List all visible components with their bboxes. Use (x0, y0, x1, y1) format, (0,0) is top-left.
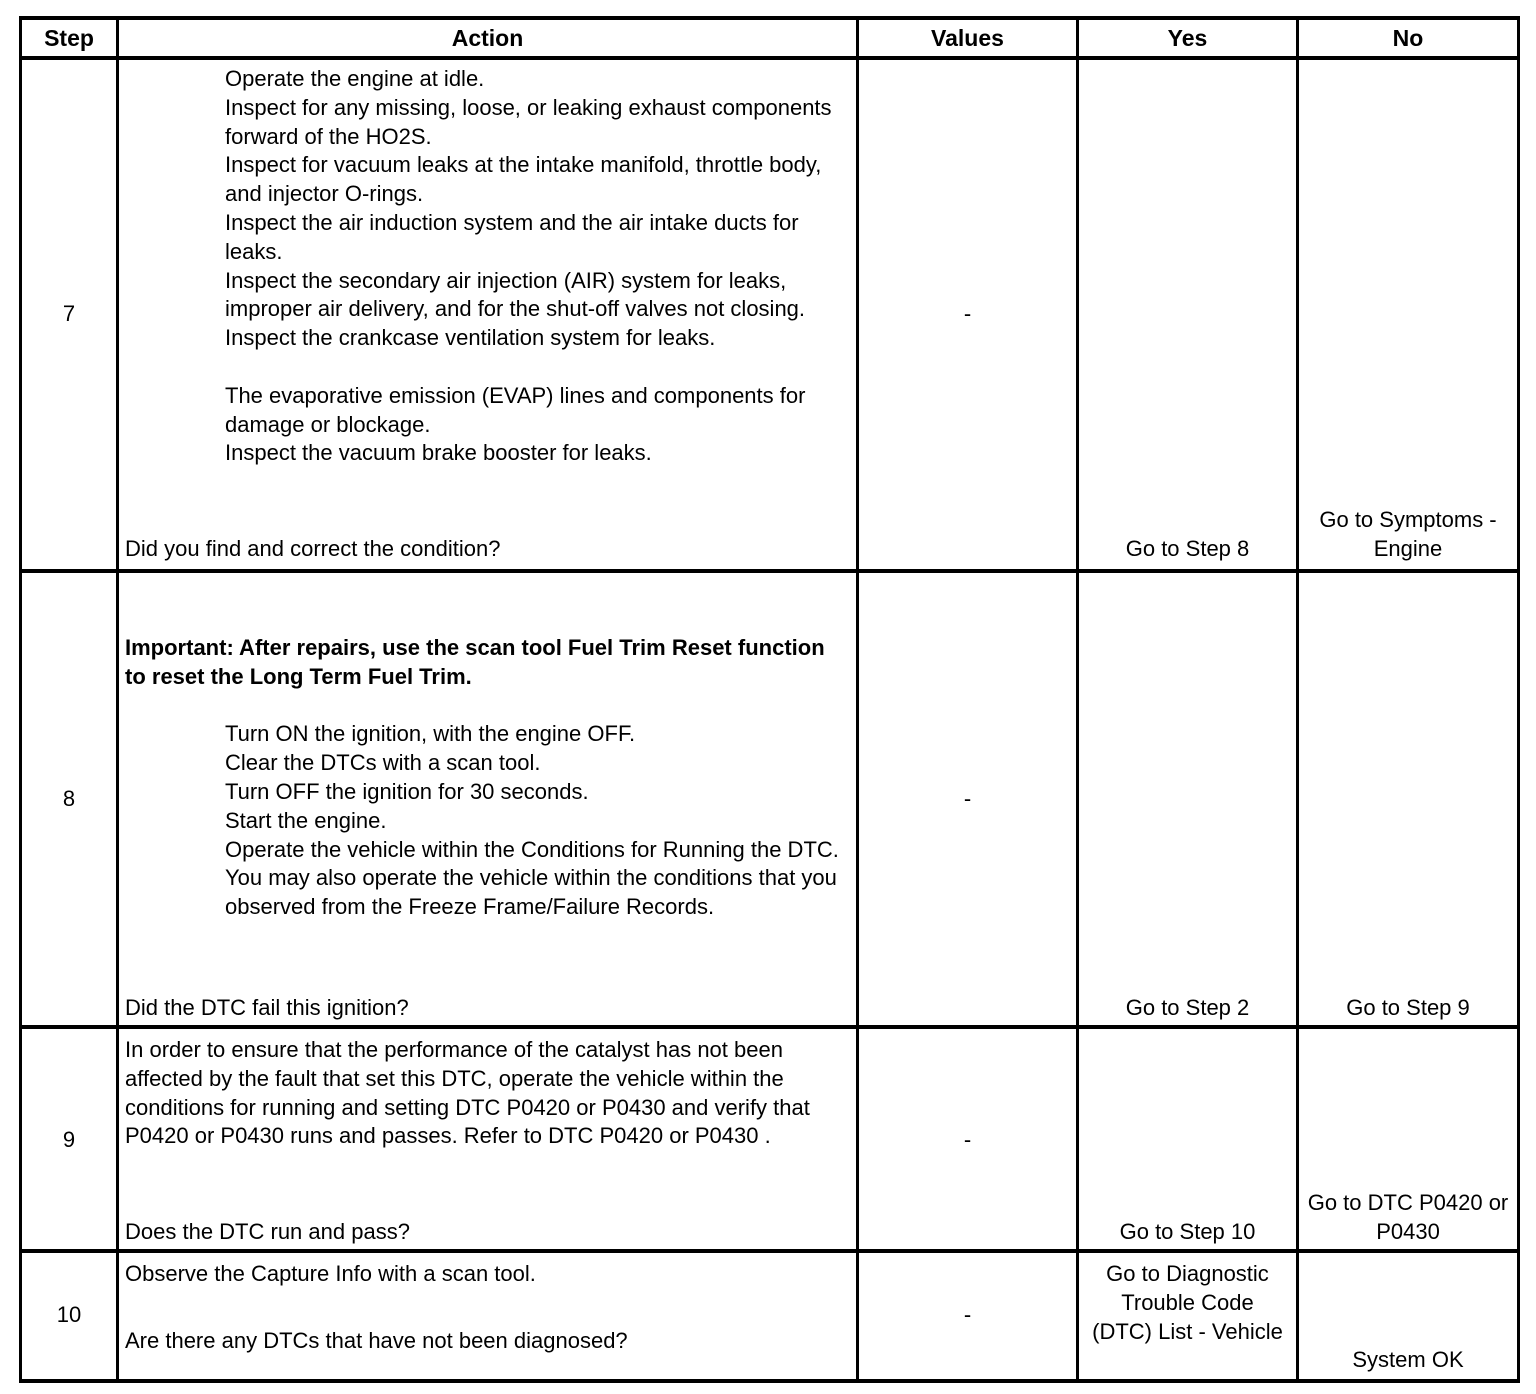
action-item: Start the engine. (225, 807, 387, 833)
row-divider (19, 56, 1520, 60)
yes-cell: Go to Step 10 (1119, 1219, 1256, 1244)
action-item: Clear the DTCs with a scan tool. (225, 750, 541, 776)
column-divider (1076, 16, 1079, 1383)
header-action: Action (451, 25, 524, 51)
step-number: 8 (62, 786, 76, 811)
row-divider (19, 569, 1520, 573)
action-text: Observe the Capture Info with a scan tool. (125, 1261, 536, 1286)
action-item: Inspect for vacuum leaks at the intake manifold, throttle body, and injector O-rings. (225, 152, 822, 207)
header-yes: Yes (1167, 25, 1208, 51)
action-item: Turn OFF the ignition for 30 seconds. (225, 778, 589, 804)
action-item: Operate the engine at idle. (225, 66, 485, 91)
row-divider (19, 1249, 1520, 1253)
action-cell (125, 65, 860, 468)
table-border (19, 1379, 1520, 1383)
yes-cell: Go to Step 8 (1125, 536, 1250, 561)
action-item: The evaporative emission (EVAP) lines and components for damage or blockage. (225, 382, 806, 437)
step-number: 7 (62, 301, 76, 326)
action-text: In order to ensure that the performance of the catalyst has not been affected by the fault that set this DTC, operate the vehicle within the conditions for running and setting DTC P0420 or P0430 and verify that P0420 or P0430 runs and passes. Refer to DTC P0420 or P0430 . (125, 1037, 810, 1149)
step-number: 9 (62, 1127, 76, 1152)
table-border (1517, 16, 1520, 1383)
action-item: Inspect the secondary air injection (AIR) system for leaks, improper air delivery, and for the shut-off valves not closing. (225, 267, 806, 322)
table-border (19, 16, 22, 1383)
action-item: Turn ON the ignition, with the engine OFF. (225, 721, 636, 747)
column-divider (116, 16, 119, 1383)
table-border (19, 16, 1520, 20)
no-cell: System OK (1352, 1347, 1464, 1372)
action-question: Does the DTC run and pass? (125, 1219, 410, 1244)
yes-cell: Go to Diagnostic Trouble Code (DTC) List - Vehicle (1092, 1261, 1283, 1344)
no-cell: Go to Symptoms - Engine (1319, 507, 1497, 561)
action-item: Inspect the vacuum brake booster for leaks. (225, 440, 652, 466)
header-no: No (1392, 25, 1424, 51)
action-question: Did you find and correct the condition? (125, 536, 501, 561)
diagnostic-table (19, 16, 1520, 1383)
yes-cell: Go to Step 2 (1125, 995, 1250, 1020)
header-step: Step (44, 25, 94, 51)
column-divider (1296, 16, 1299, 1383)
action-item: Inspect the crankcase ventilation system for leaks. (225, 325, 716, 351)
values-cell: - (963, 301, 972, 326)
action-item: Inspect for any missing, loose, or leaking exhaust components forward of the HO2S. (225, 94, 832, 149)
action-question: Are there any DTCs that have not been diagnosed? (125, 1328, 628, 1353)
header-values: Values (931, 25, 1004, 51)
action-item: Operate the vehicle within the Conditions for Running the DTC. You may also operate the vehicle within the conditions that you observed from the Freeze Frame/Failure Records. (225, 836, 839, 920)
step-number: 10 (56, 1302, 82, 1327)
values-cell: - (963, 786, 972, 811)
action-cell (125, 634, 845, 922)
values-cell: - (963, 1302, 972, 1327)
values-cell: - (963, 1127, 972, 1152)
action-question: Did the DTC fail this ignition? (125, 995, 409, 1020)
row-divider (19, 1025, 1520, 1029)
no-cell: Go to Step 9 (1346, 995, 1470, 1020)
no-cell: Go to DTC P0420 or P0430 (1307, 1190, 1509, 1244)
important-note: Important: After repairs, use the scan tool Fuel Trim Reset function to reset the Long Term Fuel Trim. (125, 635, 825, 689)
action-item: Inspect the air induction system and the air intake ducts for leaks. (225, 209, 799, 264)
